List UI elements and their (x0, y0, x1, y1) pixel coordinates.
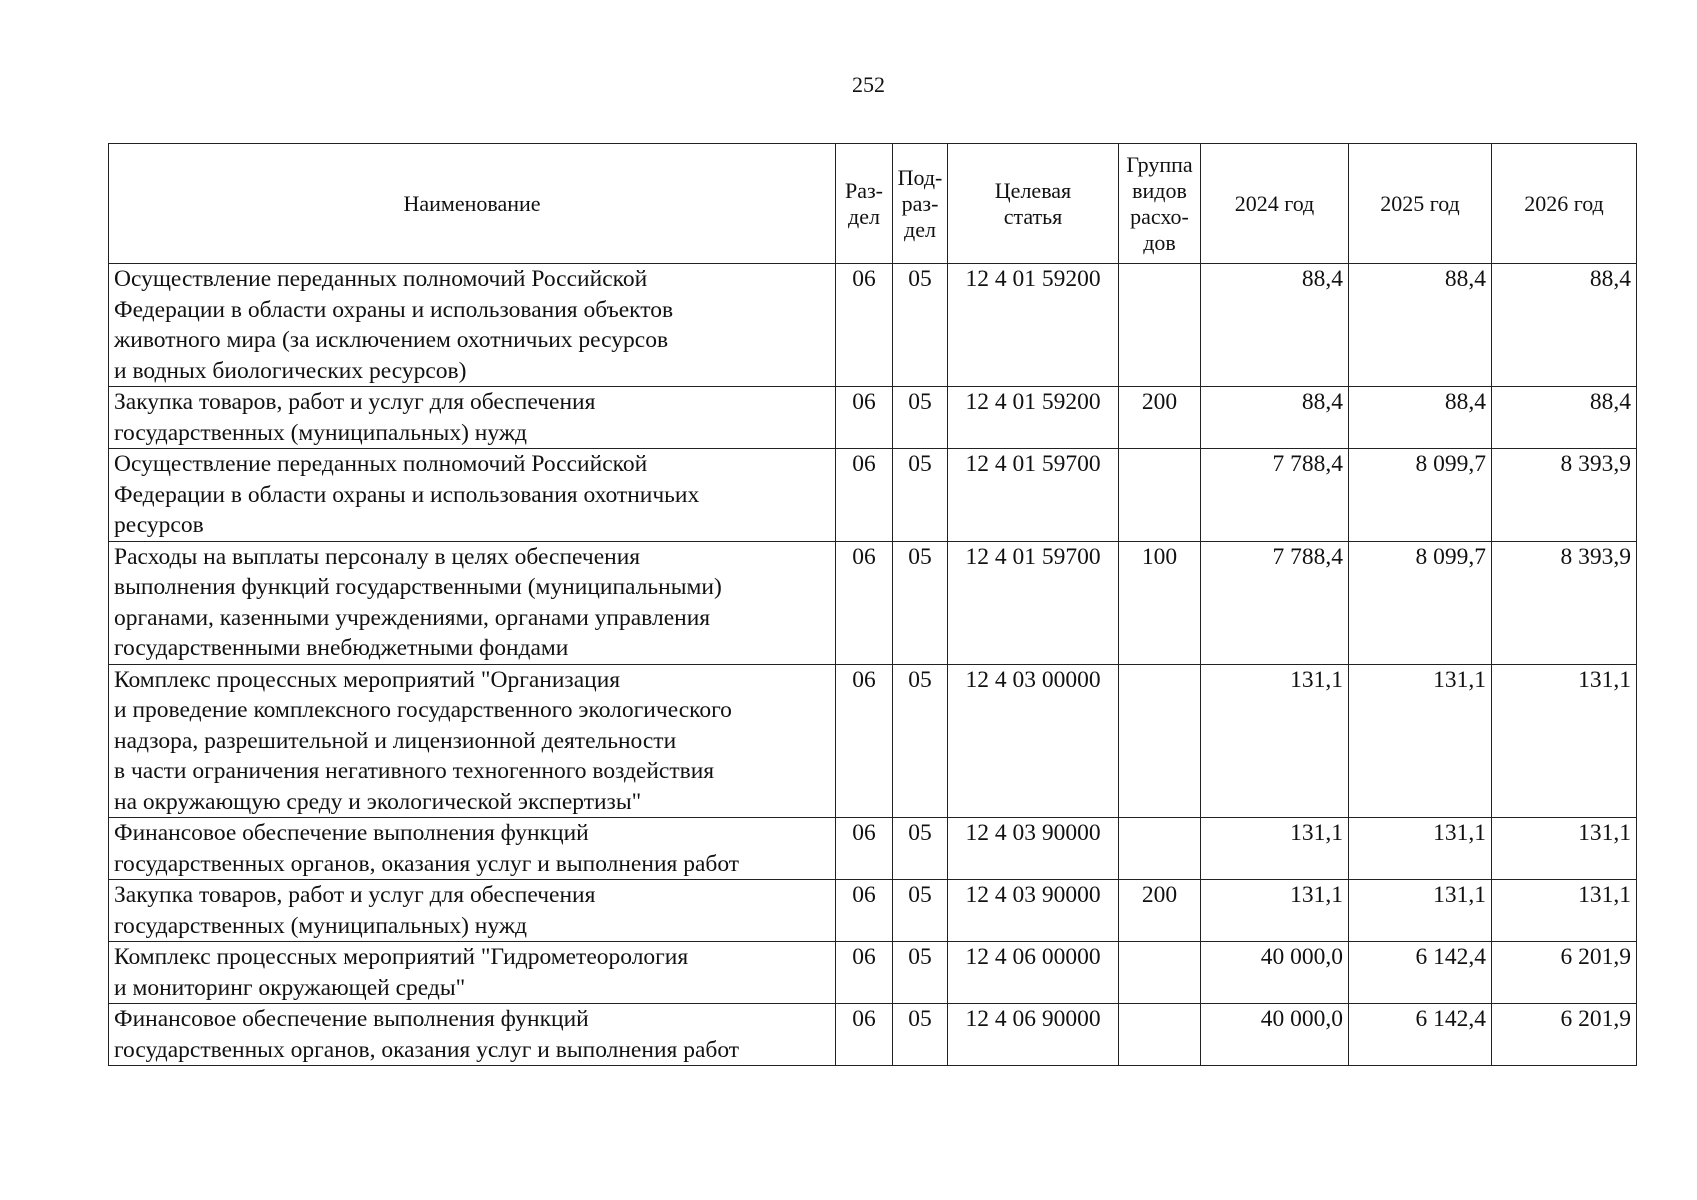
row-group (1119, 942, 1201, 1004)
row-group: 200 (1119, 387, 1201, 449)
row-target: 12 4 03 00000 (948, 664, 1119, 818)
row-section: 06 (836, 818, 893, 880)
row-target: 12 4 01 59200 (948, 264, 1119, 387)
header-expense-group-text: Группа видов расхо- дов (1126, 151, 1193, 255)
row-subsection: 05 (893, 264, 948, 387)
row-2025: 6 142,4 (1349, 1004, 1492, 1066)
row-2026: 131,1 (1492, 818, 1637, 880)
row-section: 06 (836, 880, 893, 942)
row-2026: 131,1 (1492, 880, 1637, 942)
table-row (109, 664, 1637, 818)
row-target: 12 4 03 90000 (948, 818, 1119, 880)
row-section: 06 (836, 264, 893, 387)
row-name: Комплекс процессных мероприятий "Гидрометеорология и мониторинг окружающей среды" (109, 942, 836, 1004)
row-name: Осуществление переданных полномочий Российской Федерации в области охраны и использования объектов животного мира (за исключением охотничьих ресурсов и водных биологических ресурсов) (109, 264, 836, 387)
row-2024: 131,1 (1201, 664, 1349, 818)
header-subsection (893, 144, 948, 264)
table-row (109, 880, 1637, 942)
row-subsection: 05 (893, 541, 948, 664)
row-2024: 88,4 (1201, 387, 1349, 449)
row-subsection: 05 (893, 387, 948, 449)
row-subsection: 05 (893, 664, 948, 818)
row-2025: 6 142,4 (1349, 942, 1492, 1004)
header-expense-group (1119, 144, 1201, 264)
row-group (1119, 1004, 1201, 1066)
row-section: 06 (836, 541, 893, 664)
row-section: 06 (836, 664, 893, 818)
row-2026: 131,1 (1492, 664, 1637, 818)
row-target: 12 4 01 59700 (948, 449, 1119, 542)
row-2024: 131,1 (1201, 880, 1349, 942)
table-row (109, 264, 1637, 387)
row-2025: 88,4 (1349, 264, 1492, 387)
row-2025: 8 099,7 (1349, 541, 1492, 664)
row-2024: 7 788,4 (1201, 449, 1349, 542)
row-target: 12 4 01 59700 (948, 541, 1119, 664)
row-group: 100 (1119, 541, 1201, 664)
row-name: Закупка товаров, работ и услуг для обеспечения государственных (муниципальных) нужд (109, 880, 836, 942)
row-name: Комплекс процессных мероприятий "Организация и проведение комплексного государственного экологического надзора, разрешительной и лицензионной деятельности в части ограничения негативного техногенного воздействия на окружающую среду и экологической экспертизы" (109, 664, 836, 818)
row-group (1119, 664, 1201, 818)
row-2025: 88,4 (1349, 387, 1492, 449)
row-2024: 131,1 (1201, 818, 1349, 880)
row-2024: 7 788,4 (1201, 541, 1349, 664)
table-row (109, 942, 1637, 1004)
row-group (1119, 818, 1201, 880)
row-2026: 8 393,9 (1492, 449, 1637, 542)
row-subsection: 05 (893, 942, 948, 1004)
row-name: Финансовое обеспечение выполнения функций государственных органов, оказания услуг и выполнения работ (109, 818, 836, 880)
row-name: Закупка товаров, работ и услуг для обеспечения государственных (муниципальных) нужд (109, 387, 836, 449)
row-target: 12 4 01 59200 (948, 387, 1119, 449)
table-row (109, 1004, 1637, 1066)
header-subsection-text: Под- раз- дел (897, 164, 943, 242)
row-subsection: 05 (893, 880, 948, 942)
row-2026: 88,4 (1492, 387, 1637, 449)
row-2026: 6 201,9 (1492, 1004, 1637, 1066)
header-row (109, 144, 1637, 264)
table-row (109, 541, 1637, 664)
row-2026: 8 393,9 (1492, 541, 1637, 664)
header-2026: 2026 год (1492, 144, 1637, 264)
row-target: 12 4 06 90000 (948, 1004, 1119, 1066)
row-subsection: 05 (893, 1004, 948, 1066)
row-group (1119, 449, 1201, 542)
row-2024: 40 000,0 (1201, 1004, 1349, 1066)
row-2025: 131,1 (1349, 818, 1492, 880)
row-2026: 6 201,9 (1492, 942, 1637, 1004)
row-name: Финансовое обеспечение выполнения функций государственных органов, оказания услуг и выполнения работ (109, 1004, 836, 1066)
row-2024: 88,4 (1201, 264, 1349, 387)
row-name: Расходы на выплаты персоналу в целях обеспечения выполнения функций государственными (муниципальными) органами, казенными учреждениями, органами управления государственными внебюджетными фондами (109, 541, 836, 664)
row-subsection: 05 (893, 449, 948, 542)
row-2025: 131,1 (1349, 664, 1492, 818)
row-section: 06 (836, 449, 893, 542)
page-number: 252 (852, 72, 885, 97)
row-2025: 131,1 (1349, 880, 1492, 942)
row-2025: 8 099,7 (1349, 449, 1492, 542)
row-group: 200 (1119, 880, 1201, 942)
row-group (1119, 264, 1201, 387)
header-name: Наименование (109, 144, 836, 264)
budget-table (108, 143, 1637, 1066)
row-section: 06 (836, 942, 893, 1004)
row-section: 06 (836, 1004, 893, 1066)
header-section (836, 144, 893, 264)
header-target-article (948, 144, 1119, 264)
row-2026: 88,4 (1492, 264, 1637, 387)
header-section-text: Раз- дел (844, 177, 884, 229)
header-target-article-text: Целевая статья (994, 177, 1072, 229)
table-row (109, 449, 1637, 542)
table-row (109, 818, 1637, 880)
row-name: Осуществление переданных полномочий Российской Федерации в области охраны и использования охотничьих ресурсов (109, 449, 836, 542)
header-2025: 2025 год (1349, 144, 1492, 264)
row-section: 06 (836, 387, 893, 449)
row-target: 12 4 06 00000 (948, 942, 1119, 1004)
row-target: 12 4 03 90000 (948, 880, 1119, 942)
header-2024: 2024 год (1201, 144, 1349, 264)
table-row (109, 387, 1637, 449)
row-subsection: 05 (893, 818, 948, 880)
row-2024: 40 000,0 (1201, 942, 1349, 1004)
